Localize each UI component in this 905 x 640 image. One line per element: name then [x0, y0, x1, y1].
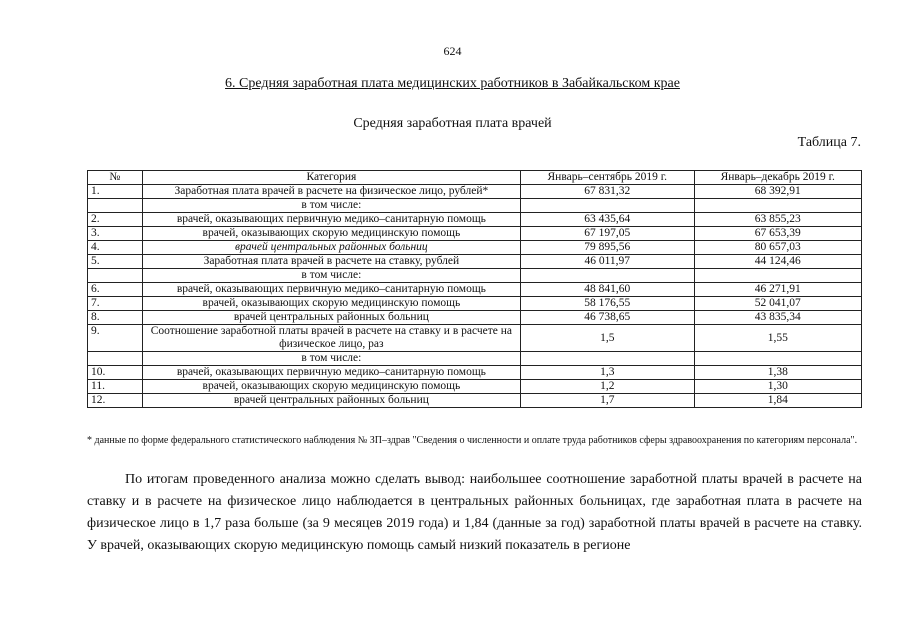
row-number: 10. [88, 366, 143, 380]
row-category: Заработная плата врачей в расчете на физическое лицо, рублей* [142, 185, 520, 199]
row-value-jan-dec: 43 835,34 [694, 311, 861, 325]
row-value-jan-dec: 63 855,23 [694, 213, 861, 227]
table-row [88, 255, 862, 269]
row-value-jan-dec: 1,30 [694, 380, 861, 394]
row-value-jan-dec: 67 653,39 [694, 227, 861, 241]
row-value-jan-dec [694, 269, 861, 283]
header-jan-dec: Январь–декабрь 2019 г. [694, 171, 861, 185]
row-value-jan-dec: 1,38 [694, 366, 861, 380]
row-number: 11. [88, 380, 143, 394]
row-number: 7. [88, 297, 143, 311]
row-category: Соотношение заработной платы врачей в расчете на ставку и в расчете на физическое лицо, раз [142, 325, 520, 352]
row-number: 6. [88, 283, 143, 297]
row-number [88, 352, 143, 366]
row-value-jan-dec: 80 657,03 [694, 241, 861, 255]
header-jan-sep: Январь–сентябрь 2019 г. [520, 171, 694, 185]
row-number: 2. [88, 213, 143, 227]
table-title: Средняя заработная плата врачей [353, 116, 552, 131]
row-number: 8. [88, 311, 143, 325]
row-category: в том числе: [142, 199, 520, 213]
salary-table [87, 170, 862, 408]
table-row [88, 227, 862, 241]
row-number: 12. [88, 394, 143, 408]
row-category: врачей, оказывающих скорую медицинскую помощь [142, 380, 520, 394]
table-row [88, 380, 862, 394]
row-value-jan-dec: 52 041,07 [694, 297, 861, 311]
body-paragraph: По итогам проведенного анализа можно сделать вывод: наибольшее соотношение заработной платы врачей в расчете на ставку и в расчете на физическое лицо наблюдается в центральных районных больницах, где заработная плата в расчете на физическое лицо в 1,7 раза больше (за 9 месяцев 2019 года) и 1,84 (данные за год) заработной платы врачей в расчете на ставку. У врачей, оказывающих скорую медицинскую помощь самый низкий показатель в регионе [87, 472, 862, 553]
row-value-jan-sep: 58 176,55 [520, 297, 694, 311]
table-row [88, 283, 862, 297]
row-value-jan-sep [520, 352, 694, 366]
row-value-jan-sep: 1,7 [520, 394, 694, 408]
header-category: Категория [142, 171, 520, 185]
table-row [88, 394, 862, 408]
row-value-jan-sep: 1,2 [520, 380, 694, 394]
row-value-jan-sep: 1,3 [520, 366, 694, 380]
row-value-jan-sep: 63 435,64 [520, 213, 694, 227]
row-value-jan-sep [520, 269, 694, 283]
row-number: 9. [88, 325, 143, 352]
row-value-jan-dec [694, 352, 861, 366]
row-category: врачей, оказывающих первичную медико–санитарную помощь [142, 283, 520, 297]
row-value-jan-sep: 79 895,56 [520, 241, 694, 255]
row-number: 1. [88, 185, 143, 199]
row-category: врачей центральных районных больниц [142, 311, 520, 325]
header-number: № [88, 171, 143, 185]
table-row [88, 213, 862, 227]
row-category: Заработная плата врачей в расчете на ставку, рублей [142, 255, 520, 269]
row-value-jan-sep: 46 011,97 [520, 255, 694, 269]
row-category: врачей, оказывающих скорую медицинскую помощь [142, 297, 520, 311]
table-row [88, 241, 862, 255]
table-row [88, 297, 862, 311]
table-row [88, 366, 862, 380]
row-value-jan-dec: 1,84 [694, 394, 861, 408]
row-category: врачей, оказывающих первичную медико–санитарную помощь [142, 366, 520, 380]
row-category: в том числе: [142, 352, 520, 366]
row-value-jan-sep [520, 199, 694, 213]
table-row [88, 185, 862, 199]
row-value-jan-dec: 44 124,46 [694, 255, 861, 269]
row-value-jan-sep: 67 831,32 [520, 185, 694, 199]
row-value-jan-sep: 1,5 [520, 325, 694, 352]
row-number: 3. [88, 227, 143, 241]
row-category: врачей центральных районных больниц [142, 394, 520, 408]
section-heading: 6. Средняя заработная плата медицинских работников в Забайкальском крае [225, 76, 680, 91]
row-value-jan-dec: 1,55 [694, 325, 861, 352]
table-row [88, 352, 862, 366]
row-value-jan-dec: 68 392,91 [694, 185, 861, 199]
table-label: Таблица 7. [797, 135, 861, 150]
row-category: врачей, оказывающих скорую медицинскую помощь [142, 227, 520, 241]
row-value-jan-dec: 46 271,91 [694, 283, 861, 297]
table-row [88, 199, 862, 213]
row-category: в том числе: [142, 269, 520, 283]
row-value-jan-sep: 48 841,60 [520, 283, 694, 297]
table-row [88, 325, 862, 352]
row-value-jan-dec [694, 199, 861, 213]
row-number: 4. [88, 241, 143, 255]
row-number [88, 269, 143, 283]
page-number: 624 [443, 44, 462, 58]
footnote: * данные по форме федерального статистического наблюдения № ЗП–здрав "Сведения о численности и оплате труда работников сферы здравоохранения по категориям персонала". [87, 435, 858, 446]
table-row [88, 311, 862, 325]
row-number [88, 199, 143, 213]
table-row [88, 269, 862, 283]
row-number: 5. [88, 255, 143, 269]
row-category: врачей центральных районных больниц [142, 241, 520, 255]
row-category: врачей, оказывающих первичную медико–санитарную помощь [142, 213, 520, 227]
row-value-jan-sep: 67 197,05 [520, 227, 694, 241]
row-value-jan-sep: 46 738,65 [520, 311, 694, 325]
table-header-row [88, 171, 862, 185]
